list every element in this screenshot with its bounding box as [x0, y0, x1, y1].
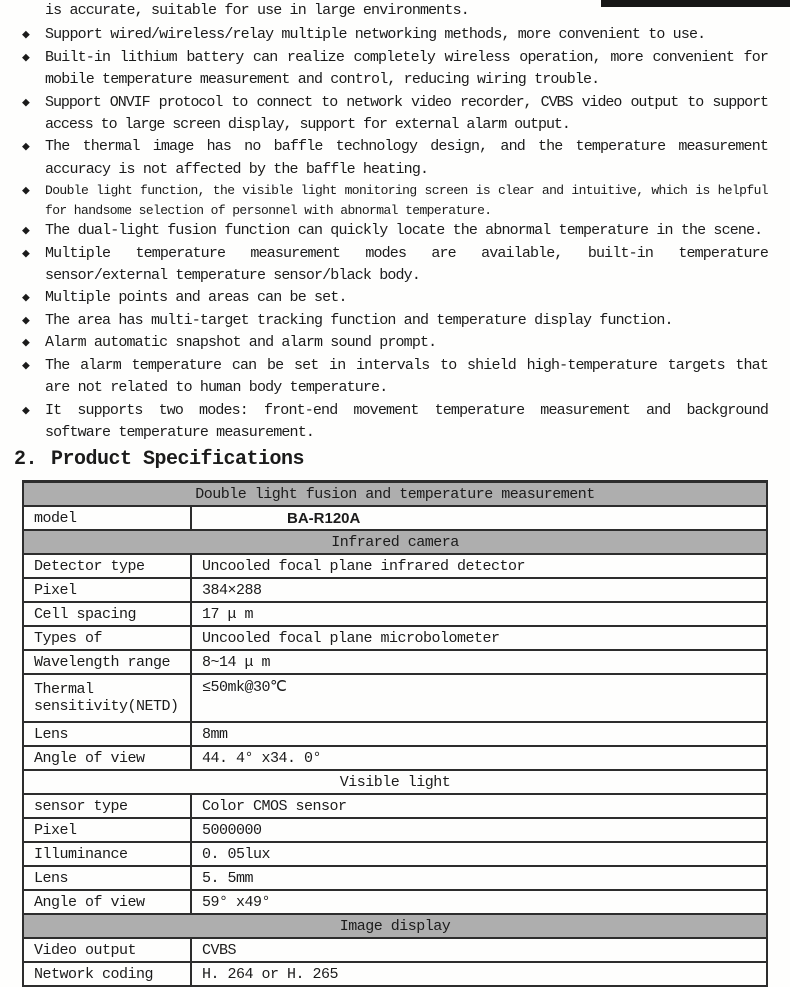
list-item: [22, 287, 768, 309]
section-number: 2.: [14, 448, 38, 472]
table-row: [23, 626, 767, 650]
row-value: H. 264 or H. 265: [191, 962, 767, 986]
row-label: Cell spacing: [23, 602, 191, 626]
list-item-text: The dual-light fusion function can quickly locate the abnormal temperature in the scene.: [45, 222, 763, 240]
list-item: [22, 332, 768, 354]
row-label: Lens: [23, 722, 191, 746]
diamond-bullet-icon: ◆: [22, 49, 30, 65]
table-section-header: [23, 482, 767, 507]
row-value: 384×288: [191, 578, 767, 602]
table-section-header: [23, 914, 767, 938]
list-item-text: Support ONVIF protocol to connect to network video recorder, CVBS video output to support access to large screen display, support for external alarm output.: [45, 93, 768, 134]
table-section-header: [23, 770, 767, 794]
row-value: 5. 5mm: [191, 866, 767, 890]
table-row: [23, 818, 767, 842]
page-edge-artifact: [601, 0, 790, 7]
row-label: Illuminance: [23, 842, 191, 866]
row-value: 17 μ m: [191, 602, 767, 626]
list-item-text: The thermal image has no baffle technology design, and the temperature measurement accuracy is not affected by the baffle heating.: [45, 138, 768, 178]
table-row: [23, 722, 767, 746]
row-value: Uncooled focal plane infrared detector: [191, 554, 767, 578]
diamond-bullet-icon: ◆: [22, 94, 30, 110]
row-value: Color CMOS sensor: [191, 794, 767, 818]
row-value: 8~14 μ m: [191, 650, 767, 674]
table-row: [23, 842, 767, 866]
list-item-text: Built-in lithium battery can realize completely wireless operation, more convenient for mobile temperature measurement and control, reducing wiring trouble.: [45, 48, 768, 89]
list-item: [22, 243, 768, 288]
diamond-bullet-icon: ◆: [22, 335, 30, 351]
list-item-text: It supports two modes: front-end movement temperature measurement and background software temperature measurement.: [45, 401, 768, 441]
list-item-text: Support wired/wireless/relay multiple networking methods, more convenient to use.: [45, 26, 706, 44]
list-item: [22, 220, 768, 242]
table-row: [23, 746, 767, 770]
row-value: 44. 4° x34. 0°: [191, 746, 767, 770]
section-header-cell: Visible light: [23, 770, 767, 794]
diamond-bullet-icon: ◆: [22, 223, 30, 239]
row-value: 8mm: [191, 722, 767, 746]
diamond-bullet-icon: ◆: [22, 245, 30, 261]
row-label: sensor type: [23, 794, 191, 818]
row-label: Pixel: [23, 818, 191, 842]
table-row: [23, 938, 767, 962]
row-value: BA-R120A: [191, 506, 767, 530]
row-label: Thermal sensitivity(NETD): [23, 674, 191, 722]
feature-list: [0, 24, 790, 444]
section-heading: [14, 448, 790, 472]
row-value: Uncooled focal plane microbolometer: [191, 626, 767, 650]
row-label: Pixel: [23, 578, 191, 602]
table-row: [23, 794, 767, 818]
row-label: Angle of view: [23, 746, 191, 770]
continuation-line: is accurate, suitable for use in large environments.: [45, 2, 469, 19]
row-label: Video output: [23, 938, 191, 962]
row-value: ≤50mk@30℃: [191, 674, 767, 722]
diamond-bullet-icon: ◆: [22, 290, 30, 306]
table-row: [23, 890, 767, 914]
table-row: [23, 674, 767, 722]
list-item: [22, 24, 768, 46]
diamond-bullet-icon: ◆: [22, 357, 30, 373]
diamond-bullet-icon: ◆: [22, 183, 30, 199]
spec-table: [22, 480, 768, 987]
list-item-text: Double light function, the visible light monitoring screen is clear and intuitive, which is helpful for handsome selection of personnel with abnormal temperature.: [45, 183, 768, 218]
list-item-text: Multiple temperature measurement modes are available, built-in temperature sensor/external temperature sensor/black body.: [45, 244, 768, 285]
row-label: Wavelength range: [23, 650, 191, 674]
row-value: CVBS: [191, 938, 767, 962]
table-row: [23, 554, 767, 578]
row-label: Network coding: [23, 962, 191, 986]
row-value: 59° x49°: [191, 890, 767, 914]
row-label: Lens: [23, 866, 191, 890]
section-header-cell: Image display: [23, 914, 767, 938]
diamond-bullet-icon: ◆: [22, 27, 30, 43]
row-label: Angle of view: [23, 890, 191, 914]
row-label: Types of: [23, 626, 191, 650]
table-row: [23, 506, 767, 530]
list-item: [22, 355, 768, 400]
list-item: [22, 400, 768, 445]
table-row: [23, 578, 767, 602]
table-row: [23, 602, 767, 626]
section-header-cell: Infrared camera: [23, 530, 767, 554]
list-item: [22, 92, 768, 137]
diamond-bullet-icon: ◆: [22, 139, 30, 155]
diamond-bullet-icon: ◆: [22, 312, 30, 328]
list-item-text: The area has multi-target tracking function and temperature display function.: [45, 311, 673, 329]
section-title: Product Specifications: [51, 448, 305, 472]
table-row: [23, 650, 767, 674]
table-section-header: [23, 530, 767, 554]
list-item: [22, 47, 768, 92]
list-item: [22, 181, 768, 220]
list-item: [22, 136, 768, 181]
section-header-cell: Double light fusion and temperature measurement: [23, 482, 767, 507]
list-item-text: Multiple points and areas can be set.: [45, 289, 347, 307]
list-item-text: The alarm temperature can be set in intervals to shield high-temperature targets that are not related to human body temperature.: [45, 356, 768, 397]
diamond-bullet-icon: ◆: [22, 402, 30, 418]
table-row: [23, 962, 767, 986]
row-label: model: [23, 506, 191, 530]
row-label: Detector type: [23, 554, 191, 578]
row-value: 0. 05lux: [191, 842, 767, 866]
row-value: 5000000: [191, 818, 767, 842]
list-item-text: Alarm automatic snapshot and alarm sound prompt.: [45, 334, 437, 352]
table-row: [23, 866, 767, 890]
list-item: [22, 310, 768, 332]
